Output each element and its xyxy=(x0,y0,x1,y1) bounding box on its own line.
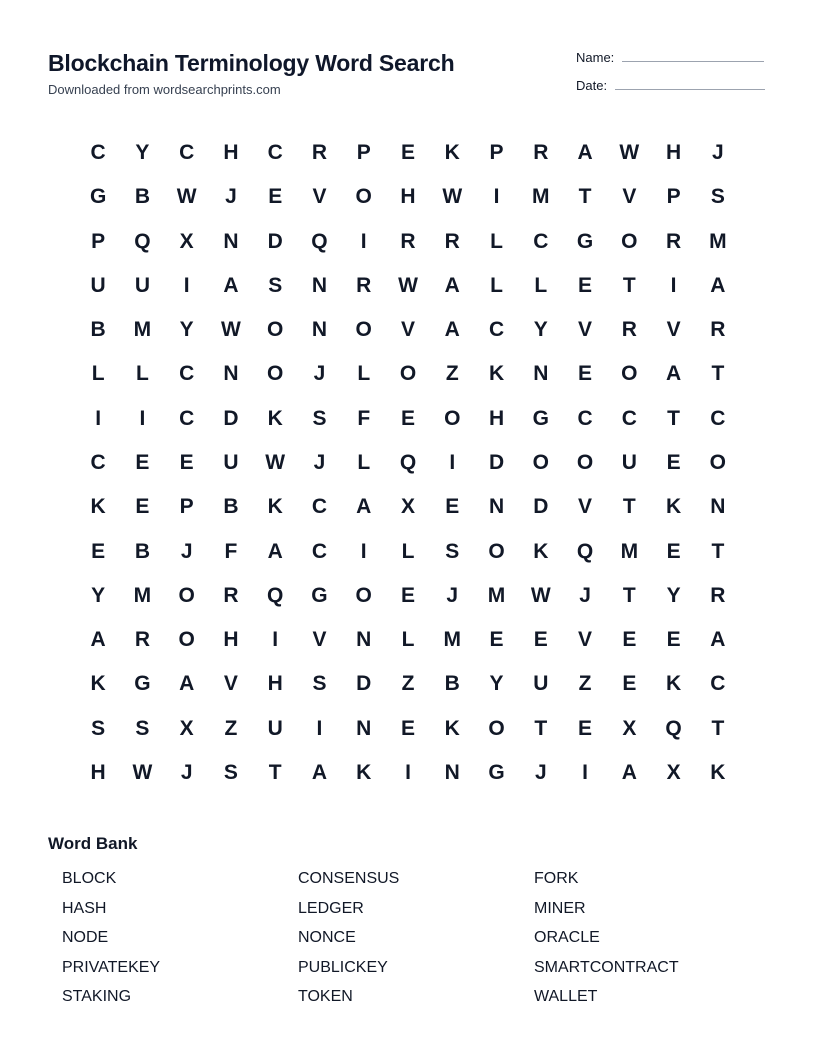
grid-cell[interactable]: L xyxy=(401,539,415,563)
subtitle-source: Downloaded from wordsearchprints.com xyxy=(48,82,281,97)
word-bank-item: PRIVATEKEY xyxy=(62,958,161,976)
grid-cell[interactable]: Y xyxy=(666,583,681,607)
word-bank-item: LEDGER xyxy=(298,899,364,917)
grid-cell[interactable]: S xyxy=(268,273,283,297)
grid-cell[interactable]: V xyxy=(666,318,681,342)
grid-cell[interactable]: W xyxy=(221,318,241,342)
grid-cell[interactable]: J xyxy=(534,760,547,784)
grid-cell[interactable]: E xyxy=(533,628,548,652)
grid-cell[interactable]: Q xyxy=(267,583,284,607)
grid-cell[interactable]: L xyxy=(357,362,371,386)
grid-cell[interactable]: K xyxy=(710,760,726,784)
grid-cell[interactable]: C xyxy=(90,450,106,474)
grid-cell[interactable]: O xyxy=(532,450,549,474)
grid-cell[interactable]: C xyxy=(710,406,726,430)
grid-cell[interactable]: E xyxy=(445,495,460,519)
grid-cell[interactable]: O xyxy=(355,583,372,607)
grid-cell[interactable]: D xyxy=(356,672,372,696)
grid-cell[interactable]: K xyxy=(90,495,106,519)
grid-cell[interactable]: L xyxy=(534,273,548,297)
date-label: Date: xyxy=(576,78,608,93)
grid-cell[interactable]: C xyxy=(488,318,505,342)
grid-cell[interactable]: I xyxy=(272,628,279,652)
grid-cell[interactable]: F xyxy=(224,539,238,563)
grid-cell[interactable]: A xyxy=(444,318,460,342)
grid-cell[interactable]: K xyxy=(267,495,283,519)
grid-cell[interactable]: O xyxy=(488,716,505,740)
grid-cell[interactable]: O xyxy=(709,450,727,474)
grid-cell[interactable]: H xyxy=(488,406,505,430)
grid-cell[interactable]: T xyxy=(622,273,636,297)
grid-cell[interactable]: E xyxy=(400,716,415,740)
word-bank-item: NODE xyxy=(62,929,109,946)
word-bank-title: Word Bank xyxy=(48,834,138,853)
grid-cell[interactable]: Z xyxy=(578,672,592,696)
grid-cell[interactable]: D xyxy=(488,450,505,474)
grid-cell[interactable]: X xyxy=(622,716,637,740)
grid-cell[interactable]: O xyxy=(488,539,505,563)
grid-cell[interactable]: I xyxy=(360,539,367,563)
grid-cell[interactable]: A xyxy=(666,362,682,386)
grid-cell[interactable]: R xyxy=(400,229,416,253)
grid-cell[interactable]: S xyxy=(135,716,150,740)
grid-cell[interactable]: L xyxy=(490,229,503,253)
grid-cell[interactable]: R xyxy=(710,583,726,607)
grid-cell[interactable]: R xyxy=(223,583,239,607)
grid-cell[interactable]: O xyxy=(178,583,195,607)
grid-cell[interactable]: B xyxy=(134,539,150,563)
grid-cell[interactable]: M xyxy=(532,185,550,209)
grid-cell[interactable]: G xyxy=(488,760,505,784)
grid-cell[interactable]: N xyxy=(356,716,372,740)
grid-cell[interactable]: I xyxy=(95,406,102,430)
grid-cell[interactable]: Z xyxy=(401,672,415,696)
grid-cell[interactable]: A xyxy=(621,760,637,784)
grid-cell[interactable]: U xyxy=(223,450,239,474)
grid-cell[interactable]: J xyxy=(180,539,193,563)
grid-cell[interactable]: O xyxy=(621,362,638,386)
grid-cell[interactable]: Q xyxy=(576,539,594,563)
grid-cell[interactable]: K xyxy=(666,672,682,696)
grid-cell[interactable]: G xyxy=(134,672,151,696)
grid-cell[interactable]: F xyxy=(357,406,371,430)
grid-cell[interactable]: Y xyxy=(179,318,194,342)
grid-cell[interactable]: J xyxy=(225,185,237,209)
grid-cell[interactable]: S xyxy=(710,185,725,209)
date-line[interactable] xyxy=(615,89,765,90)
grid-cell[interactable]: D xyxy=(267,229,283,253)
grid-cell[interactable]: C xyxy=(90,141,106,165)
word-bank-item: CONSENSUS xyxy=(298,870,400,887)
grid-cell[interactable]: E xyxy=(578,273,593,297)
grid-cell[interactable]: E xyxy=(179,450,194,474)
grid-cell[interactable]: R xyxy=(134,628,150,652)
letter-grid xyxy=(76,131,740,795)
name-line[interactable] xyxy=(622,61,764,62)
grid-cell[interactable]: E xyxy=(400,583,415,607)
grid-cell[interactable]: B xyxy=(90,318,106,342)
grid-cell[interactable]: L xyxy=(135,362,149,386)
grid-cell[interactable]: L xyxy=(357,450,371,474)
grid-cell[interactable]: R xyxy=(533,141,549,165)
word-bank-item: PUBLICKEY xyxy=(298,958,388,976)
grid-cell[interactable]: T xyxy=(578,185,592,209)
grid-cell[interactable]: M xyxy=(487,583,506,607)
grid-cell[interactable]: E xyxy=(91,539,106,563)
grid-cell[interactable]: S xyxy=(91,716,106,740)
grid-cell[interactable]: S xyxy=(445,539,460,563)
word-bank-item: WALLET xyxy=(534,988,598,1005)
name-field[interactable] xyxy=(576,50,764,65)
grid-cell[interactable]: O xyxy=(355,185,372,209)
grid-cell[interactable]: I xyxy=(670,273,677,297)
grid-cell[interactable]: Z xyxy=(445,362,459,386)
grid-cell[interactable]: A xyxy=(179,672,195,696)
grid-cell[interactable]: P xyxy=(91,229,106,253)
grid-cell[interactable]: E xyxy=(578,716,593,740)
word-bank-item: BLOCK xyxy=(62,870,117,887)
word-bank-item: NONCE xyxy=(298,929,356,946)
grid-cell[interactable]: V xyxy=(400,318,415,342)
grid-cell[interactable]: C xyxy=(179,362,195,386)
grid-cell[interactable]: E xyxy=(268,185,283,209)
grid-cell[interactable]: T xyxy=(667,406,680,430)
grid-cell[interactable]: U xyxy=(533,672,549,696)
grid-cell[interactable]: L xyxy=(490,273,503,297)
grid-cell[interactable]: K xyxy=(444,141,460,165)
grid-cell[interactable]: T xyxy=(622,495,636,519)
grid-cell[interactable]: E xyxy=(135,450,150,474)
grid-cell[interactable]: B xyxy=(223,495,239,519)
grid-cell[interactable]: M xyxy=(620,539,639,563)
grid-cell[interactable]: E xyxy=(666,450,681,474)
grid-cell[interactable]: U xyxy=(90,273,106,297)
grid-cell[interactable]: E xyxy=(622,672,637,696)
grid-cell[interactable]: W xyxy=(619,141,640,165)
grid-cell[interactable]: O xyxy=(355,318,372,342)
grid-cell[interactable]: P xyxy=(356,141,371,165)
grid-cell[interactable]: V xyxy=(578,495,593,519)
grid-cell[interactable]: G xyxy=(532,406,549,430)
grid-cell[interactable]: A xyxy=(90,628,106,652)
grid-cell[interactable]: H xyxy=(666,141,682,165)
grid-cell[interactable]: C xyxy=(179,141,195,165)
grid-cell[interactable]: P xyxy=(666,185,681,209)
grid-cell[interactable]: J xyxy=(712,141,724,165)
grid-cell[interactable]: N xyxy=(311,318,328,342)
grid-cell[interactable]: O xyxy=(178,628,195,652)
grid-cell[interactable]: B xyxy=(134,185,150,209)
grid-cell[interactable]: Y xyxy=(91,583,106,607)
grid-cell[interactable]: T xyxy=(711,716,725,740)
grid-cell[interactable]: J xyxy=(446,583,459,607)
grid-cell[interactable]: S xyxy=(312,672,327,696)
grid-cell[interactable]: U xyxy=(621,450,637,474)
grid-cell[interactable]: C xyxy=(311,539,328,563)
grid-cell[interactable]: S xyxy=(223,760,238,784)
grid-cell[interactable]: K xyxy=(90,672,106,696)
grid-cell[interactable]: O xyxy=(399,362,417,386)
grid-cell[interactable]: J xyxy=(313,450,326,474)
grid-cell[interactable]: T xyxy=(268,760,282,784)
grid-cell[interactable]: B xyxy=(444,672,460,696)
grid-cell[interactable]: M xyxy=(709,229,727,253)
word-bank-item: MINER xyxy=(534,899,586,917)
grid-cell[interactable]: A xyxy=(311,760,328,784)
grid-cell[interactable]: O xyxy=(267,362,284,386)
grid-cell[interactable]: I xyxy=(139,406,146,430)
grid-cell[interactable]: Z xyxy=(224,716,238,740)
grid-cell[interactable]: E xyxy=(666,628,681,652)
grid-cell[interactable]: C xyxy=(267,141,283,165)
grid-cell[interactable]: H xyxy=(90,760,106,784)
grid-cell[interactable]: H xyxy=(400,185,416,209)
grid-cell[interactable]: O xyxy=(267,318,284,342)
grid-cell[interactable]: A xyxy=(267,539,283,563)
grid-cell[interactable]: N xyxy=(356,628,372,652)
grid-cell[interactable]: T xyxy=(622,583,636,607)
word-bank-item: FORK xyxy=(534,870,579,887)
grid-cell[interactable]: I xyxy=(183,273,190,297)
grid-cell[interactable]: T xyxy=(534,716,548,740)
grid-cell[interactable]: C xyxy=(533,229,549,253)
grid-cell[interactable]: R xyxy=(621,318,637,342)
grid-cell[interactable]: S xyxy=(312,406,327,430)
grid-cell[interactable]: W xyxy=(265,450,286,474)
grid-cell[interactable]: H xyxy=(223,628,239,652)
grid-cell[interactable]: U xyxy=(134,273,150,297)
grid-cell[interactable]: X xyxy=(179,716,194,740)
grid-cell[interactable]: A xyxy=(710,628,726,652)
grid-cell[interactable]: C xyxy=(621,406,637,430)
grid-cell[interactable]: M xyxy=(443,628,461,652)
grid-cell[interactable]: J xyxy=(313,362,326,386)
grid-cell[interactable]: Q xyxy=(311,229,328,253)
grid-cell[interactable]: T xyxy=(711,539,725,563)
grid-cell[interactable]: G xyxy=(311,583,328,607)
grid-cell[interactable]: U xyxy=(267,716,283,740)
grid-cell[interactable]: C xyxy=(311,495,328,519)
grid-cell[interactable]: Y xyxy=(489,672,504,696)
grid-cell[interactable]: V xyxy=(578,628,593,652)
grid-cell[interactable]: X xyxy=(666,760,681,784)
grid-cell[interactable]: R xyxy=(356,273,372,297)
grid-cell[interactable]: H xyxy=(267,672,283,696)
name-label: Name: xyxy=(576,50,615,65)
grid-cell[interactable]: N xyxy=(223,362,239,386)
grid-cell[interactable]: A xyxy=(356,495,372,519)
grid-cell[interactable]: E xyxy=(578,362,593,386)
grid-cell[interactable]: I xyxy=(493,185,500,209)
word-bank-item: ORACLE xyxy=(534,929,600,946)
grid-cell[interactable]: W xyxy=(398,273,418,297)
grid-cell[interactable]: N xyxy=(710,495,726,519)
grid-cell[interactable]: N xyxy=(311,273,328,297)
grid-cell[interactable]: X xyxy=(400,495,415,519)
grid-cell[interactable]: Q xyxy=(134,229,151,253)
grid-cell[interactable]: O xyxy=(621,229,638,253)
grid-cell[interactable]: E xyxy=(489,628,504,652)
grid-cell[interactable]: W xyxy=(530,583,551,607)
grid-cell[interactable]: A xyxy=(444,273,460,297)
page-title: Blockchain Terminology Word Search xyxy=(48,50,455,76)
grid-cell[interactable]: H xyxy=(223,141,239,165)
grid-cell[interactable]: I xyxy=(449,450,456,474)
grid-cell[interactable]: V xyxy=(578,318,593,342)
grid-cell[interactable]: K xyxy=(666,495,682,519)
grid-cell[interactable]: E xyxy=(400,406,415,430)
grid-cell[interactable]: V xyxy=(312,628,327,652)
grid-cell[interactable]: D xyxy=(533,495,549,519)
grid-cell[interactable]: R xyxy=(710,318,726,342)
grid-cell[interactable]: E xyxy=(666,539,681,563)
grid-cell[interactable]: Q xyxy=(665,716,682,740)
grid-cell[interactable]: L xyxy=(401,628,415,652)
grid-cell[interactable]: R xyxy=(444,229,460,253)
grid-cell[interactable]: G xyxy=(576,229,594,253)
grid-cell[interactable]: E xyxy=(135,495,150,519)
word-bank-item: STAKING xyxy=(62,988,132,1005)
grid-cell[interactable]: P xyxy=(179,495,194,519)
grid-cell[interactable]: X xyxy=(179,229,194,253)
grid-cell[interactable]: Y xyxy=(533,318,548,342)
grid-cell[interactable]: V xyxy=(622,185,637,209)
word-bank-item: HASH xyxy=(62,899,107,917)
grid-cell[interactable]: A xyxy=(577,141,593,165)
grid-cell[interactable]: K xyxy=(444,716,460,740)
grid-cell[interactable]: K xyxy=(488,362,505,386)
word-bank-item: TOKEN xyxy=(298,988,353,1005)
grid-cell[interactable]: W xyxy=(176,185,197,209)
grid-cell[interactable]: N xyxy=(223,229,239,253)
word-bank-list xyxy=(62,868,770,1016)
grid-cell[interactable]: W xyxy=(442,185,463,209)
grid-cell[interactable]: J xyxy=(579,583,591,607)
grid-cell[interactable]: G xyxy=(89,185,107,209)
grid-cell[interactable]: C xyxy=(577,406,593,430)
grid-cell[interactable]: J xyxy=(180,760,193,784)
grid-cell[interactable]: V xyxy=(312,185,327,209)
grid-cell[interactable]: M xyxy=(133,318,152,342)
grid-cell[interactable]: K xyxy=(267,406,283,430)
grid-cell[interactable]: M xyxy=(133,583,152,607)
grid-cell[interactable]: T xyxy=(711,362,725,386)
grid-cell[interactable]: W xyxy=(132,760,153,784)
grid-cell[interactable]: C xyxy=(179,406,195,430)
grid-cell[interactable]: P xyxy=(489,141,504,165)
grid-cell[interactable]: K xyxy=(356,760,372,784)
grid-cell[interactable]: I xyxy=(360,229,367,253)
grid-cell[interactable]: N xyxy=(488,495,505,519)
grid-cell[interactable]: C xyxy=(710,672,726,696)
grid-cell[interactable]: Q xyxy=(399,450,417,474)
grid-cell[interactable]: D xyxy=(223,406,239,430)
grid-cell[interactable]: O xyxy=(576,450,594,474)
date-field[interactable] xyxy=(576,78,765,93)
grid-cell[interactable]: O xyxy=(444,406,461,430)
grid-cell[interactable]: E xyxy=(400,141,415,165)
grid-cell[interactable]: L xyxy=(91,362,105,386)
grid-cell[interactable]: I xyxy=(405,760,411,784)
grid-cell[interactable]: I xyxy=(582,760,588,784)
grid-cell[interactable]: E xyxy=(622,628,637,652)
grid-cell[interactable]: R xyxy=(666,229,682,253)
grid-cell[interactable]: N xyxy=(444,760,460,784)
grid-cell[interactable]: A xyxy=(223,273,239,297)
grid-cell[interactable]: I xyxy=(316,716,323,740)
grid-cell[interactable]: N xyxy=(533,362,549,386)
grid-cell[interactable]: K xyxy=(533,539,549,563)
grid-cell[interactable]: A xyxy=(710,273,726,297)
grid-cell[interactable]: Y xyxy=(135,141,150,165)
word-bank-item: SMARTCONTRACT xyxy=(534,958,679,976)
grid-cell[interactable]: V xyxy=(223,672,238,696)
grid-cell[interactable]: R xyxy=(311,141,328,165)
